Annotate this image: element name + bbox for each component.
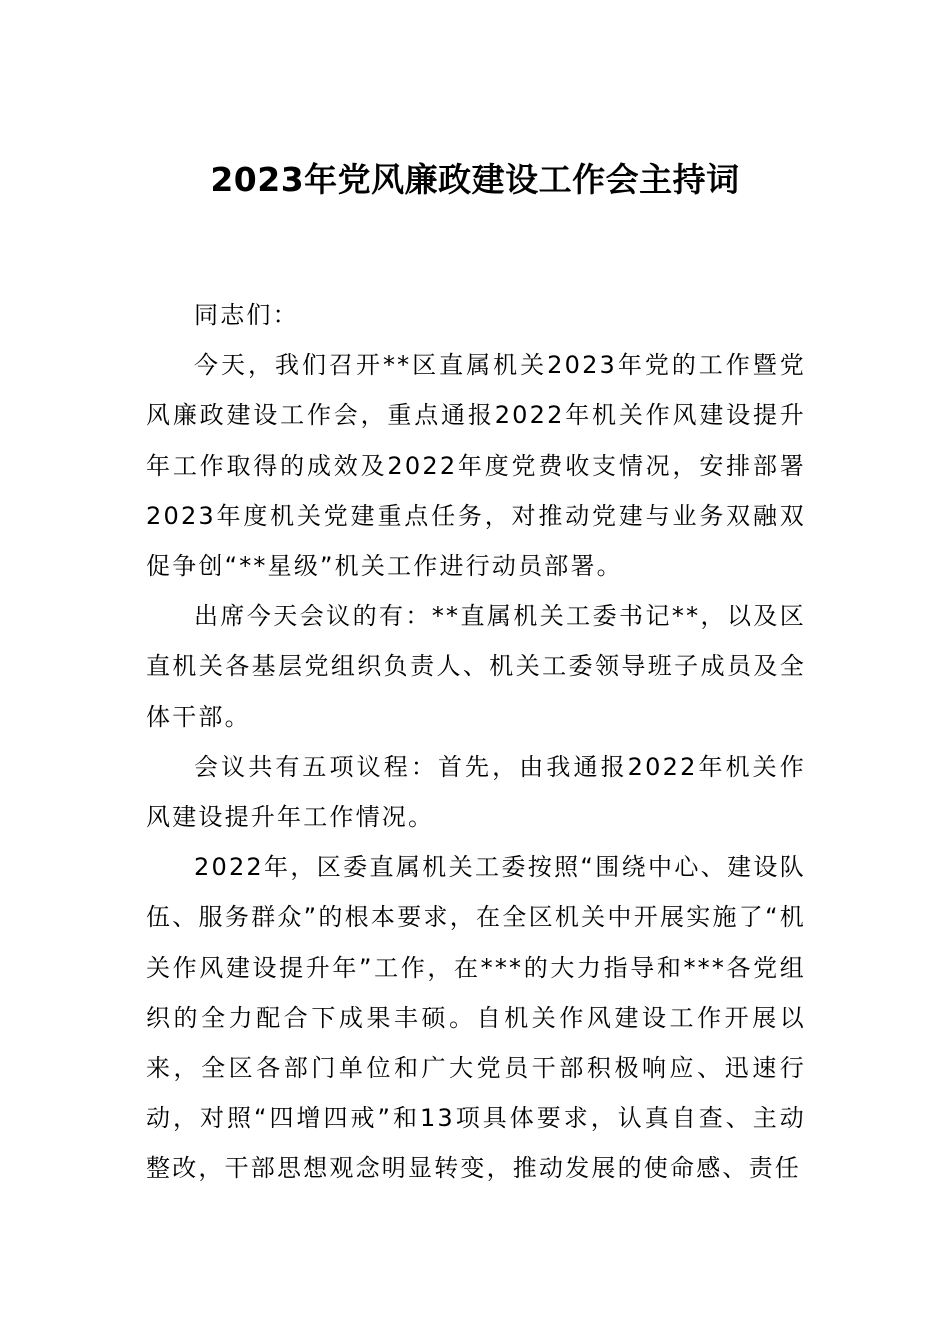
salutation-paragraph: 同志们：: [194, 301, 299, 329]
work-report-paragraph: 2022年，区委直属机关工委按照“围绕中心、建设队伍、服务群众”的根本要求，在全区机关中开展实施了“机关作风建设提升年”工作，在***的大力指导和***各党组织的全力配合下成果丰硕。自机关作风建设工作开展以来，全区各部门单位和广大党员干部积极响应、迅速行动，对照“四增四戒”和13项具体要求，认真自查、主动整改，干部思想观念明显转变，推动发展的使命感、责任: [146, 853, 806, 1183]
meeting-intro-paragraph: 今天，我们召开**区直属机关2023年党的工作暨党风廉政建设工作会，重点通报2022年机关作风建设提升年工作取得的成效及2022年度党费收支情况，安排部署2023年度机关党建重点任务，对推动党建与业务双融双促争创“**星级”机关工作进行动员部署。: [146, 351, 806, 581]
attendees-paragraph: 出席今天会议的有：**直属机关工委书记**，以及区直机关各基层党组织负责人、机关工委领导班子成员及全体干部。: [146, 602, 806, 731]
document-title: 2023年党风廉政建设工作会主持词: [210, 160, 740, 199]
document-body: [146, 290, 806, 1194]
agenda-paragraph: 会议共有五项议程：首先，由我通报2022年机关作风建设提升年工作情况。: [146, 752, 806, 832]
